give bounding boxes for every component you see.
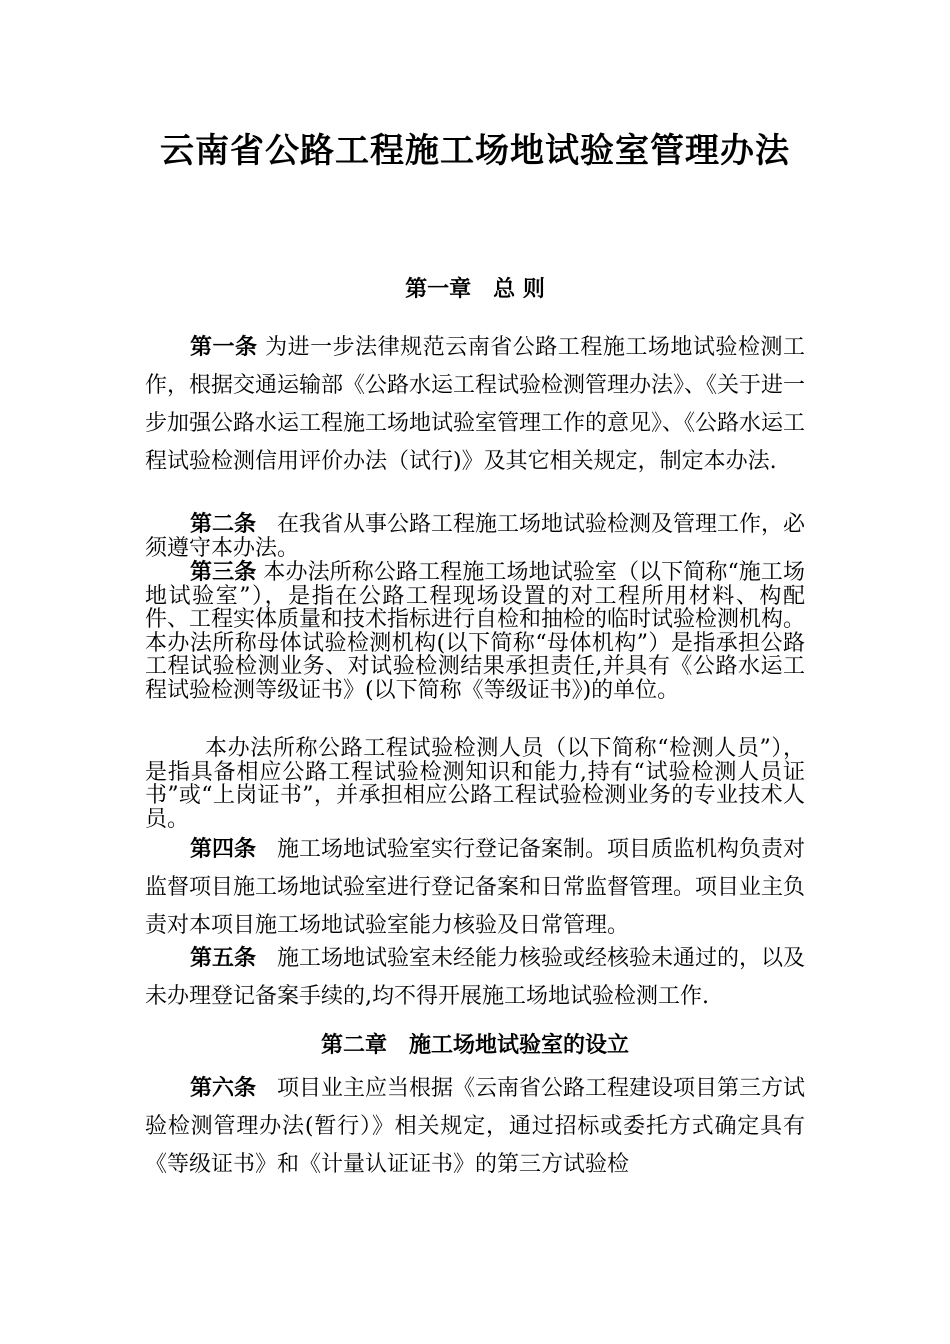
article-5-text: 施工场地试验室未经能力核验或经核验未通过的，以及未办理登记备案手续的,均不得开展施工场地试验检测工作. xyxy=(145,946,806,1009)
document-title: 云南省公路工程施工场地试验室管理办法 xyxy=(160,131,790,171)
article-4-label: 第四条 xyxy=(190,836,257,862)
article-3-label: 第三条 xyxy=(190,559,257,585)
article-1-label: 第一条 xyxy=(190,334,258,360)
article-4 xyxy=(145,830,805,945)
article-6-text: 项目业主应当根据《云南省公路工程建设项目第三方试验检测管理办法(暂行）》相关规定，通过招标或委托方式确定具有《等级证书》和《计量认证证书》的第三方试验检 xyxy=(145,1076,806,1177)
article-2-label: 第二条 xyxy=(190,511,257,537)
article-5-label: 第五条 xyxy=(190,945,257,971)
article-2 xyxy=(145,513,805,560)
article-5 xyxy=(145,939,805,1016)
article-3-continued: 本办法所称公路工程试验检测人员（以下简称“检测人员”），是指具备相应公路工程试验检测知识和能力,持有“试验检测人员证书”或“上岗证书”，并承担相应公路工程试验检测业务的专业技术人员。 xyxy=(145,736,805,832)
article-4-text: 施工场地试验室实行登记备案制。项目质监机构负责对监督项目施工场地试验室进行登记备案和日常监督管理。项目业主负责对本项目施工场地试验室能力核验及日常管理。 xyxy=(145,837,806,938)
chapter-heading-1: 第一章 总 则 xyxy=(405,276,545,302)
article-1 xyxy=(145,328,805,481)
article-2-text: 在我省从事公路工程施工场地试验检测及管理工作，必须遵守本办法。 xyxy=(145,512,806,561)
article-1-text: 为进一步法律规范云南省公路工程施工场地试验检测工作，根据交通运输部《公路水运工程试验检测管理办法》、《关于进一步加强公路水运工程施工场地试验室管理工作的意见》、《公路水运工程试验检测信用评价办法（试行)》及其它相关规定，制定本办法. xyxy=(145,335,806,474)
article-6 xyxy=(145,1069,805,1184)
article-3 xyxy=(145,561,805,702)
article-6-label: 第六条 xyxy=(190,1075,257,1101)
article-3-text: 本办法所称公路工程施工场地试验室（以下简称“施工场地试验室”），是指在公路工程现场设置的对工程所用材料、构配件、工程实体质量和技术指标进行自检和抽检的临时试验检测机构。本办法所称母体试验检测机构(以下简称“母体机构”）是指承担公路工程试验检测业务、对试验检测结果承担责任,并具有《公路水运工程试验检测等级证书》(以下简称《等级证书》)的单位。 xyxy=(145,560,806,703)
chapter-heading-2: 第二章 施工场地试验室的设立 xyxy=(320,1032,629,1058)
